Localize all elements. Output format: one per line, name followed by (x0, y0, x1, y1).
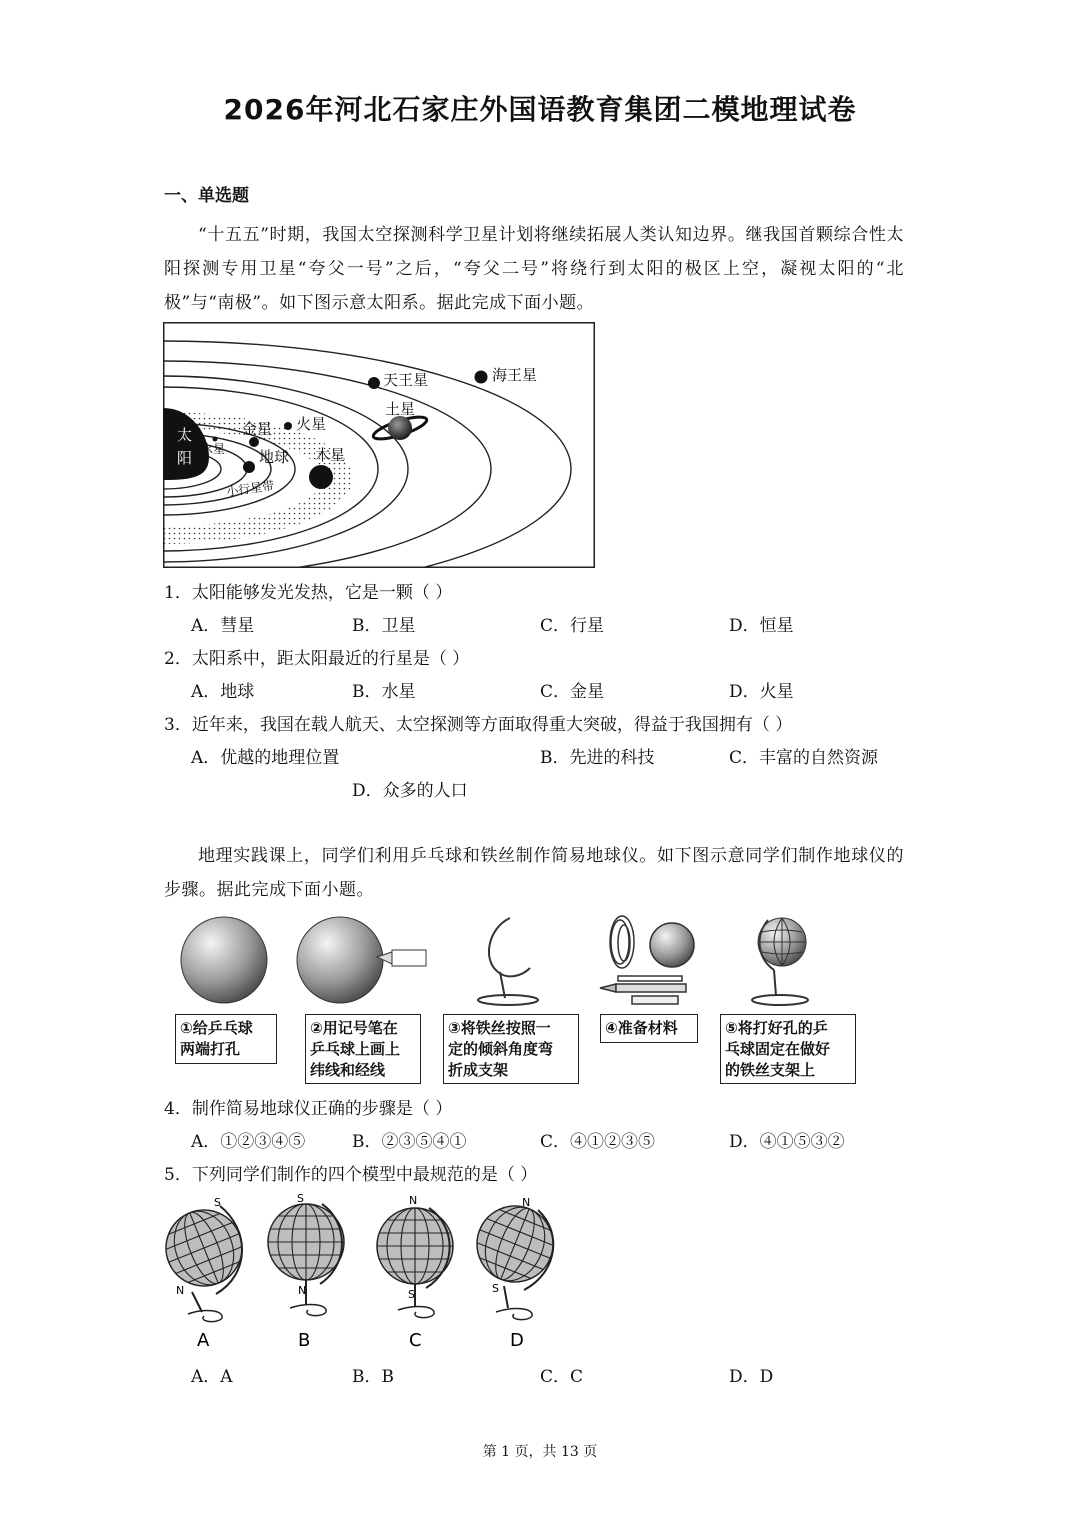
q2-option-a[interactable]: A．地球 (191, 682, 255, 702)
neptune-label: 海王星 (492, 366, 538, 384)
step2-line2: 乒乓球上画上 (310, 1040, 401, 1058)
mercury-label: 水星 (201, 442, 226, 456)
model-c-bottom-pole: S (408, 1288, 415, 1301)
step-caption-1 (175, 1014, 277, 1064)
model-b-bottom-pole: N (298, 1284, 307, 1297)
q3-option-b[interactable]: B．先进的科技 (540, 748, 655, 768)
saturn-label: 土星 (385, 400, 416, 418)
asteroid-belt-label: 小行星带 (225, 478, 275, 499)
q2-option-d[interactable]: D．火星 (729, 682, 794, 702)
q4-option-c[interactable]: C．④①②③⑤ (540, 1132, 656, 1152)
step5-line1: ⑤将打好孔的乒 (725, 1019, 828, 1037)
q1-option-a[interactable]: A．彗星 (191, 616, 255, 636)
solar-system-diagram (163, 322, 595, 568)
q4-option-b[interactable]: B．②③⑤④① (352, 1132, 467, 1152)
materials (600, 916, 694, 1004)
venus (249, 437, 259, 447)
model-c-letter: C (409, 1330, 422, 1351)
globe-model-a (158, 1196, 256, 1322)
q5-option-c[interactable]: C．C (540, 1367, 584, 1387)
wire-stand (478, 918, 538, 1005)
globe-model-d (463, 1192, 567, 1320)
q2-option-b[interactable]: B．水星 (352, 682, 416, 702)
model-d-top-pole: N (522, 1196, 531, 1209)
question-1: 1．太阳能够发光发热，它是一颗（ ） (164, 583, 453, 603)
step2-line1: ②用记号笔在 (310, 1019, 398, 1037)
passage-1: “十五五”时期，我国太空探测科学卫星计划将继续拓展人类认知边界。继我国首颗综合性太阳探测专用卫星“夸父一号”之后，“夸父二号”将绕行到太阳的极区上空，凝视太阳的“北极”与“南极”。如下图示意太阳系。据此完成下面小题。 (164, 225, 904, 313)
model-a-top-pole: S (214, 1196, 221, 1209)
step2-line3: 纬线和经线 (310, 1061, 386, 1079)
globe-model-b (266, 1202, 346, 1316)
step3-line1: ③将铁丝按照一 (448, 1019, 551, 1037)
page-footer: 第 1 页，共 13 页 (482, 1444, 598, 1460)
q3-option-a[interactable]: A．优越的地理位置 (191, 748, 340, 768)
q1-option-b[interactable]: B．卫星 (352, 616, 416, 636)
step-caption-5 (720, 1014, 856, 1084)
question-3: 3．近年来，我国在载人航天、太空探测等方面取得重大突破，得益于我国拥有（ ） (164, 715, 793, 735)
step1-ball (181, 917, 267, 1003)
globe-steps-illustration (170, 910, 870, 1010)
step5-line2: 乓球固定在做好 (725, 1040, 831, 1058)
earth (243, 461, 255, 473)
q2-option-c[interactable]: C．金星 (540, 682, 605, 702)
model-b-top-pole: S (297, 1192, 304, 1205)
model-b-letter: B (298, 1330, 311, 1351)
q1-option-c[interactable]: C．行星 (540, 616, 605, 636)
step1-line2: 两端打孔 (180, 1040, 241, 1058)
sun-label-top: 太 (177, 426, 193, 444)
step-caption-2 (305, 1014, 421, 1084)
completed-globe (752, 918, 808, 1005)
step4-line1: ④准备材料 (605, 1019, 678, 1037)
uranus (368, 377, 380, 389)
model-c-top-pole: N (409, 1194, 418, 1207)
jupiter-label: 木星 (315, 446, 346, 464)
uranus-label: 天王星 (383, 371, 429, 389)
venus-label: 金星 (242, 420, 273, 438)
passage-2: 地理实践课上，同学们利用乒乓球和铁丝制作简易地球仪。如下图示意同学们制作地球仪的步骤。据此完成下面小题。 (164, 846, 904, 900)
jupiter (309, 465, 333, 489)
sun-label-bottom: 阳 (177, 449, 193, 467)
step2-ball (297, 917, 383, 1003)
question-4: 4．制作简易地球仪正确的步骤是（ ） (164, 1099, 453, 1119)
q5-option-a[interactable]: A．A (191, 1367, 233, 1387)
earth-label: 地球 (259, 448, 290, 466)
marker-pen-icon (377, 950, 426, 966)
step3-line2: 定的倾斜角度弯 (448, 1040, 554, 1058)
q4-option-d[interactable]: D．④①⑤③② (729, 1132, 845, 1152)
model-d-letter: D (510, 1330, 524, 1351)
mars-label: 火星 (296, 415, 327, 433)
question-5: 5．下列同学们制作的四个模型中最规范的是（ ） (164, 1165, 538, 1185)
q3-option-d[interactable]: D．众多的人口 (352, 781, 468, 801)
q3-option-c[interactable]: C．丰富的自然资源 (729, 748, 879, 768)
globe-model-c (375, 1206, 455, 1318)
q5-option-d[interactable]: D．D (729, 1367, 774, 1387)
step5-line3: 的铁丝支架上 (725, 1061, 816, 1079)
model-a-bottom-pole: N (176, 1284, 185, 1297)
q1-option-d[interactable]: D．恒星 (729, 616, 794, 636)
step-caption-3 (443, 1014, 579, 1084)
mars (284, 422, 292, 430)
model-a-letter: A (197, 1330, 210, 1351)
step3-line3: 折成支架 (448, 1061, 509, 1079)
page-title: 2026年河北石家庄外国语教育集团二模地理试卷 (223, 93, 857, 126)
globe-models-figure (158, 1192, 568, 1352)
question-2: 2．太阳系中，距太阳最近的行星是（ ） (164, 649, 470, 669)
neptune (475, 371, 488, 384)
model-d-bottom-pole: S (492, 1282, 499, 1295)
section-heading: 一、单选题 (164, 186, 249, 206)
step-caption-4 (600, 1014, 698, 1043)
mercury (213, 437, 218, 442)
step1-line1: ①给乒乓球 (180, 1019, 253, 1037)
q4-option-a[interactable]: A．①②③④⑤ (191, 1132, 306, 1152)
q5-option-b[interactable]: B．B (352, 1367, 394, 1387)
